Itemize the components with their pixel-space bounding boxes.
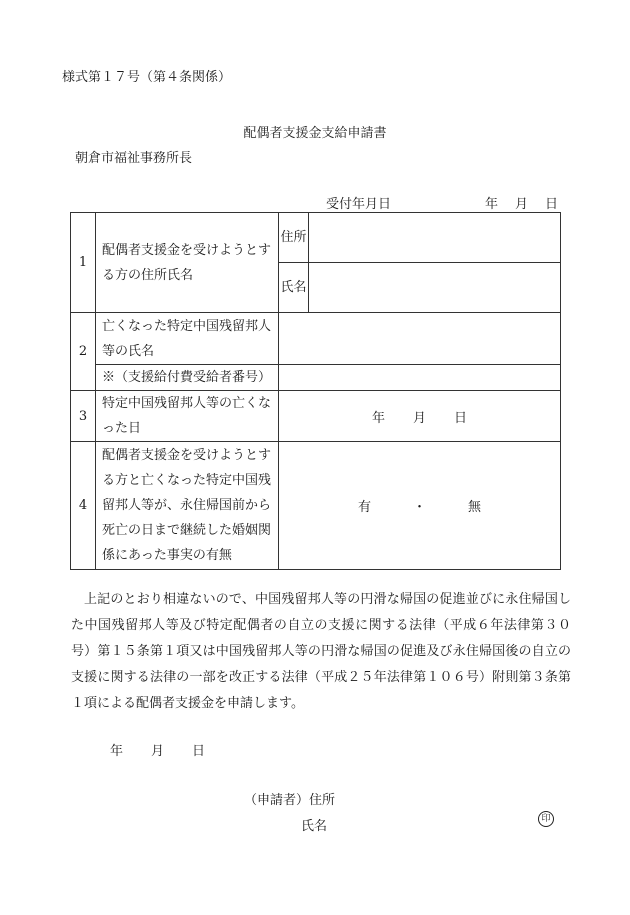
addressee: 朝倉市福祉事務所長 <box>75 151 193 166</box>
row-4-number: 4 <box>71 442 96 570</box>
recipient-number-field[interactable] <box>279 365 561 391</box>
marriage-fact-field[interactable] <box>279 442 561 570</box>
received-label: 受付年月日 <box>326 197 392 212</box>
option-no[interactable]: 無 <box>468 500 482 515</box>
name-sublabel: 氏名 <box>279 263 309 313</box>
row-3-number: 3 <box>71 391 96 442</box>
applicant-address-field[interactable] <box>309 213 561 263</box>
document-title: 配偶者支援金支給申請書 <box>243 126 387 141</box>
row-2-note: ※（支援給付費受給者番号） <box>96 365 279 391</box>
row-2-label: 亡くなった特定中国残留邦人等の氏名 <box>96 313 279 365</box>
applicant-address-label: （申請者）住所 <box>244 793 336 808</box>
application-table <box>70 212 561 570</box>
received-month: 月 <box>514 197 528 212</box>
application-date <box>110 740 205 759</box>
date-month: 月 <box>151 744 165 759</box>
deceased-name-field[interactable] <box>279 313 561 365</box>
death-day: 日 <box>454 410 468 426</box>
death-date-field[interactable] <box>279 391 561 442</box>
row-1-number: 1 <box>71 213 96 313</box>
applicant-name-field[interactable] <box>309 263 561 313</box>
seal-mark: 印 <box>538 811 554 827</box>
row-2-number: 2 <box>71 313 96 391</box>
death-year: 年 <box>371 410 385 426</box>
address-sublabel: 住所 <box>279 213 309 263</box>
date-day: 日 <box>192 744 206 759</box>
death-month: 月 <box>412 410 426 426</box>
applicant-name-label: 氏名 <box>301 819 328 834</box>
row-3-label: 特定中国残留邦人等の亡くなった日 <box>96 391 279 442</box>
received-year: 年 <box>484 197 498 212</box>
form-number: 様式第１７号（第４条関係） <box>62 70 232 85</box>
received-day: 日 <box>544 197 558 212</box>
declaration-text <box>71 587 571 717</box>
declaration-paragraph: 上記のとおり相違ないので、中国残留邦人等の円滑な帰国の促進並びに永住帰国した中国残留邦人等及び特定配偶者の自立の支援に関する法律（平成６年法律第３０号）第１５条第１項又は中国残留邦人等の円滑な帰国の促進及び永住帰国後の自立の支援に関する法律の一部を改正する法律（平成２５年法律第１０６号）附則第３条第１項による配偶者支援金を申請します。 <box>71 592 571 711</box>
row-4-label: 配偶者支援金を受けようとする方と亡くなった特定中国残留邦人等が、永住帰国前から死亡の日まで継続した婚姻関係にあった事実の有無 <box>96 442 279 570</box>
row-1-label: 配偶者支援金を受けようとする方の住所氏名 <box>96 213 279 313</box>
date-year: 年 <box>110 744 124 759</box>
option-yes[interactable]: 有 <box>357 500 371 515</box>
received-date <box>326 193 558 212</box>
option-separator: ・ <box>412 500 426 515</box>
